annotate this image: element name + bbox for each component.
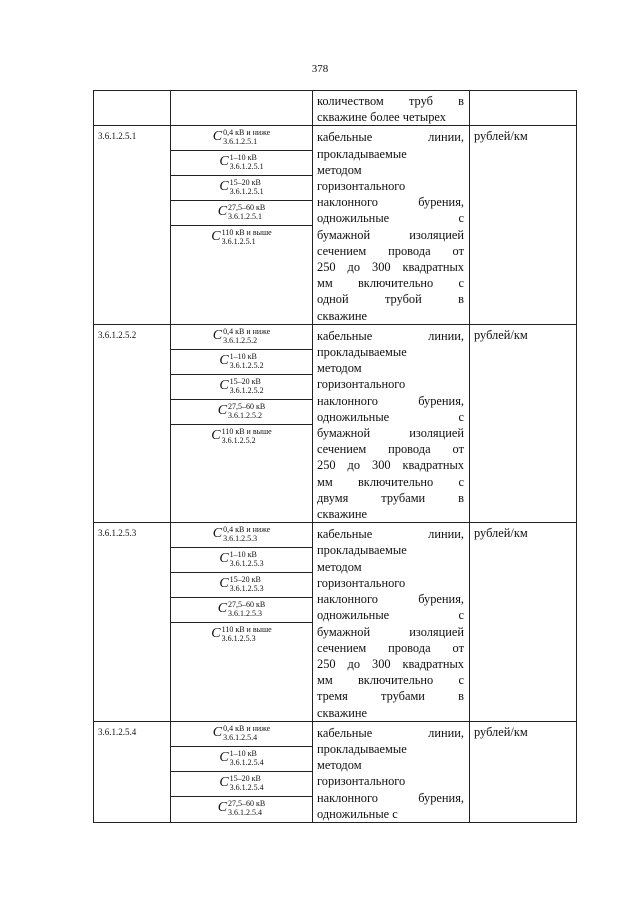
formula-symbol: C: [217, 204, 228, 220]
description-line: прокладываемые: [317, 741, 407, 756]
formula-symbol: C: [212, 724, 223, 740]
formula-superscript: 110 кВ и выше: [221, 426, 272, 436]
formula-cell: [171, 91, 313, 126]
formula-symbol: C: [212, 129, 223, 145]
description-line: скважине: [317, 507, 368, 522]
description-line: наклонного бурения,: [317, 195, 464, 210]
formula-superscript: 0,4 кВ и ниже: [223, 326, 271, 336]
description-cell: [313, 324, 470, 522]
formula-subscript: 3.6.1.2.5.1: [223, 137, 258, 147]
formula-item: [171, 623, 312, 647]
description-line: 250 до 300 квадратных: [317, 656, 464, 671]
description-line: скважине: [317, 308, 368, 323]
description-line: скважине более четырех: [317, 110, 446, 125]
description-line: мм включительно с: [317, 276, 464, 291]
formula-superscript: 110 кВ и выше: [221, 228, 272, 238]
formula-symbol: C: [219, 774, 229, 790]
table-row: [94, 721, 577, 822]
page-number: 378: [311, 63, 329, 75]
formula-item: [171, 226, 312, 250]
formula-superscript: 1–10 кВ: [229, 153, 257, 163]
formula-superscript: 0,4 кВ и ниже: [223, 128, 271, 138]
formula-subscript: 3.6.1.2.5.4: [229, 757, 264, 767]
description-line: сечением провода от: [317, 640, 464, 655]
formula-item: [171, 747, 312, 772]
formula-subscript: 3.6.1.2.5.3: [223, 534, 258, 544]
formula-subscript: 3.6.1.2.5.3: [229, 584, 264, 594]
formula-cell: [171, 324, 313, 522]
formula-symbol: C: [219, 352, 229, 368]
description-line: одной трубой в: [317, 292, 464, 307]
description-line: кабельные линии,: [317, 130, 464, 145]
unit-cell: рублей/км: [470, 523, 577, 721]
formula-superscript: 1–10 кВ: [229, 748, 257, 758]
formula-item: [171, 523, 312, 548]
description-line: тремя трубами в: [317, 689, 464, 704]
formula-subscript: 3.6.1.2.5.3: [221, 634, 256, 644]
description-line: мм включительно с: [317, 474, 464, 489]
formula-superscript: 1–10 кВ: [229, 351, 257, 361]
description-line: сечением провода от: [317, 243, 464, 258]
description-line: одножильные с: [317, 211, 464, 226]
formula-item: [171, 375, 312, 400]
formula-symbol: C: [211, 427, 221, 443]
formula-superscript: 15–20 кВ: [229, 178, 261, 188]
formula-item: [171, 126, 312, 151]
row-code: 3.6.1.2.5.3: [94, 523, 171, 721]
formula-subscript: 3.6.1.2.5.1: [229, 162, 264, 172]
formula-subscript: 3.6.1.2.5.1: [229, 187, 264, 197]
description-line: горизонтального: [317, 774, 406, 789]
unit-cell: [470, 91, 577, 126]
formula-symbol: C: [212, 526, 223, 542]
row-code: 3.6.1.2.5.1: [94, 126, 171, 324]
description-line: одножильные с: [317, 409, 464, 424]
description-line: одножильные с: [317, 608, 464, 623]
unit-cell: рублей/км: [470, 721, 577, 822]
description-line: количеством труб в: [317, 94, 464, 108]
description-cell: [313, 523, 470, 721]
formula-symbol: C: [219, 179, 229, 195]
formula-symbol: C: [211, 626, 221, 642]
formula-superscript: 27,5–60 кВ: [228, 401, 266, 411]
description-line: горизонтального: [317, 377, 406, 392]
formula-item: [171, 772, 312, 797]
formula-item: [171, 176, 312, 201]
formula-item: [171, 573, 312, 598]
description-line: 250 до 300 квадратных: [317, 260, 464, 275]
formula-item: [171, 201, 312, 226]
formula-subscript: 3.6.1.2.5.2: [229, 385, 264, 395]
unit-cell: рублей/км: [470, 324, 577, 522]
description-line: бумажной изоляцией: [317, 624, 464, 639]
formula-subscript: 3.6.1.2.5.1: [228, 212, 263, 222]
formula-superscript: 15–20 кВ: [229, 773, 261, 783]
formula-symbol: C: [219, 551, 229, 567]
formula-superscript: 0,4 кВ и ниже: [223, 723, 271, 733]
formula-subscript: 3.6.1.2.5.4: [229, 782, 264, 792]
tariff-table: [93, 90, 577, 823]
formula-superscript: 0,4 кВ и ниже: [223, 525, 271, 535]
description-line: кабельные линии,: [317, 527, 464, 542]
formula-symbol: C: [217, 601, 228, 617]
description-line: кабельные линии,: [317, 328, 464, 343]
description-cell: [313, 126, 470, 324]
formula-subscript: 3.6.1.2.5.2: [221, 435, 256, 445]
formula-subscript: 3.6.1.2.5.3: [228, 609, 263, 619]
formula-item: [171, 797, 312, 821]
description-line: прокладываемые: [317, 146, 407, 161]
table-row: [94, 324, 577, 522]
description-line: наклонного бурения,: [317, 592, 464, 607]
formula-superscript: 1–10 кВ: [229, 550, 257, 560]
formula-superscript: 27,5–60 кВ: [228, 600, 266, 610]
formula-item: [171, 425, 312, 449]
description-line: кабельные линии,: [317, 725, 464, 740]
description-line: двумя трубами в: [317, 490, 464, 505]
description-line: мм включительно с: [317, 673, 464, 688]
description-cell: [313, 91, 470, 126]
formula-item: [171, 325, 312, 350]
description-line: бумажной изоляцией: [317, 426, 464, 441]
description-line: наклонного бурения,: [317, 393, 464, 408]
description-line: прокладываемые: [317, 345, 407, 360]
description-line: наклонного бурения,: [317, 790, 464, 805]
formula-item: [171, 400, 312, 425]
formula-item: [171, 151, 312, 176]
formula-symbol: C: [211, 229, 221, 245]
formula-symbol: C: [212, 327, 223, 343]
formula-cell: [171, 126, 313, 324]
formula-superscript: 15–20 кВ: [229, 575, 261, 585]
formula-symbol: C: [219, 154, 229, 170]
formula-item: [171, 350, 312, 375]
description-line: методом: [317, 758, 362, 773]
formula-subscript: 3.6.1.2.5.1: [221, 237, 256, 247]
formula-symbol: C: [217, 799, 228, 815]
unit-cell: рублей/км: [470, 126, 577, 324]
formula-superscript: 27,5–60 кВ: [228, 798, 266, 808]
description-line: 250 до 300 квадратных: [317, 458, 464, 473]
formula-subscript: 3.6.1.2.5.2: [223, 335, 258, 345]
description-line: бумажной изоляцией: [317, 227, 464, 242]
formula-superscript: 27,5–60 кВ: [228, 203, 266, 213]
formula-symbol: C: [219, 377, 229, 393]
formula-item: [171, 548, 312, 573]
row-code: 3.6.1.2.5.2: [94, 324, 171, 522]
formula-subscript: 3.6.1.2.5.4: [223, 732, 258, 742]
formula-symbol: C: [217, 402, 228, 418]
table-row-continuation: [94, 91, 577, 126]
description-line: скважине: [317, 705, 368, 720]
description-line: горизонтального: [317, 179, 406, 194]
formula-cell: [171, 721, 313, 822]
description-line: прокладываемые: [317, 543, 407, 558]
formula-item: [171, 722, 312, 747]
description-line: одножильные с: [317, 806, 398, 821]
description-line: методом: [317, 559, 362, 574]
description-line: сечением провода от: [317, 442, 464, 457]
formula-superscript: 15–20 кВ: [229, 376, 261, 386]
code-cell: [94, 91, 171, 126]
table-row: [94, 523, 577, 721]
formula-symbol: C: [219, 576, 229, 592]
table-row: [94, 126, 577, 324]
formula-cell: [171, 523, 313, 721]
formula-subscript: 3.6.1.2.5.3: [229, 559, 264, 569]
description-line: методом: [317, 162, 362, 177]
formula-subscript: 3.6.1.2.5.2: [229, 360, 264, 370]
row-code: 3.6.1.2.5.4: [94, 721, 171, 822]
description-line: горизонтального: [317, 575, 406, 590]
formula-item: [171, 598, 312, 623]
formula-subscript: 3.6.1.2.5.4: [228, 807, 263, 817]
description-line: методом: [317, 361, 362, 376]
formula-superscript: 110 кВ и выше: [221, 625, 272, 635]
description-cell: [313, 721, 470, 822]
formula-symbol: C: [219, 749, 229, 765]
formula-subscript: 3.6.1.2.5.2: [228, 410, 263, 420]
